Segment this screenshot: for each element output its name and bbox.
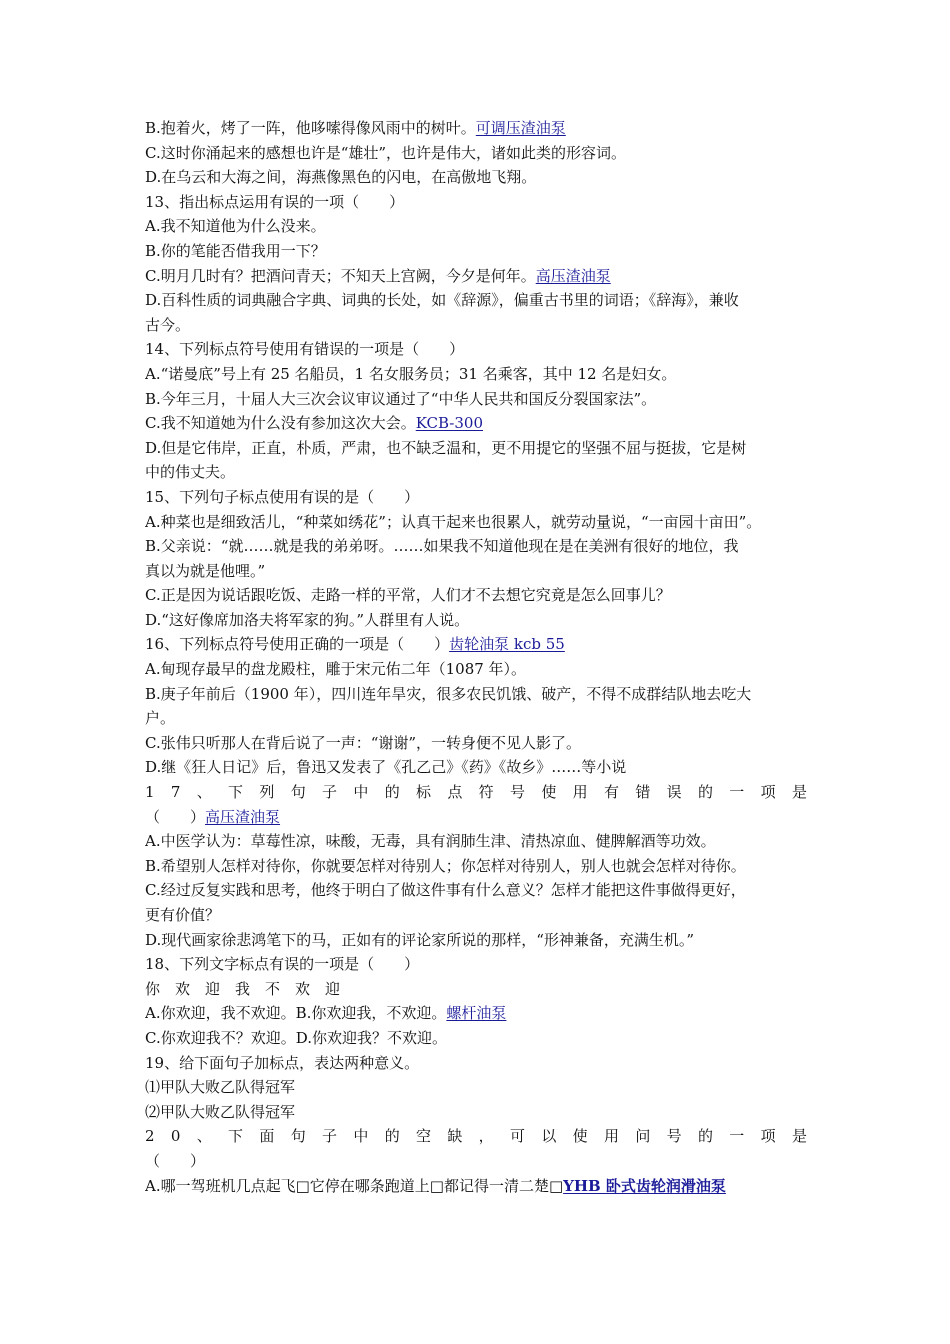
line-text: D.但是它伟岸，正直，朴质，严肃，也不缺乏温和，更不用提它的坚强不屈与挺拔，它是树	[145, 438, 747, 457]
text-line	[145, 1149, 807, 1174]
text-line	[145, 583, 807, 608]
text-line	[145, 1124, 807, 1149]
line-character: 的	[697, 1127, 713, 1146]
text-line	[145, 485, 807, 510]
ad-link[interactable]: 齿轮油泵 kcb 55	[449, 635, 565, 654]
text-line	[145, 1001, 807, 1026]
line-character: 中	[353, 783, 369, 802]
line-character: 使	[541, 783, 557, 802]
text-line	[145, 116, 807, 141]
text-line	[145, 878, 807, 903]
line-text: A.甸现存最早的盘龙殿柱，雕于宋元佑二年（1087 年）。	[145, 660, 527, 679]
line-text: 你欢迎我不欢迎	[145, 979, 356, 998]
text-line	[145, 436, 807, 461]
line-text: C.正是因为说话跟吃饭、走路一样的平常，人们才不去想它究竟是怎么回事儿？	[145, 586, 671, 605]
text-line	[145, 190, 807, 215]
text-line	[145, 165, 807, 190]
line-text: B.今年三月，十届人大三次会议审议通过了“中华人民共和国反分裂国家法”。	[145, 389, 657, 408]
text-line	[145, 362, 807, 387]
line-character: 的	[384, 783, 400, 802]
line-character: 的	[384, 1127, 400, 1146]
text-line	[145, 288, 807, 313]
text-line	[145, 337, 807, 362]
line-text: D.现代画家徐悲鸿笔下的马，正如有的评论家所说的那样，“形神兼备，充满生机。”	[145, 930, 695, 949]
line-text: C.经过反复实践和思考，他终于明白了做这件事有什么意义？怎样才能把这件事做得更好，	[145, 881, 746, 900]
line-text: 14、下列标点符号使用有错误的一项是（ ）	[145, 340, 465, 359]
text-line	[145, 854, 807, 879]
line-character: 子	[322, 783, 338, 802]
text-line	[145, 632, 807, 657]
line-text: A.哪一驾班机几点起飞□它停在哪条跑道上□都记得一清二楚□	[145, 1176, 564, 1195]
line-character: 下	[228, 1127, 244, 1146]
line-text: 真以为就是他哩。”	[145, 561, 266, 580]
text-line	[145, 411, 807, 436]
ad-link[interactable]: 螺杆油泵	[446, 1004, 507, 1023]
line-character: 一	[729, 1127, 745, 1146]
text-line	[145, 706, 807, 731]
line-text: D.继《狂人日记》后，鲁迅又发表了《孔乙己》《药》《故乡》……等小说	[145, 758, 627, 777]
text-line	[145, 141, 807, 166]
text-line	[145, 977, 807, 1002]
line-character: 标	[416, 783, 432, 802]
line-character: 可	[510, 1127, 526, 1146]
line-character: 0	[170, 1127, 181, 1146]
text-line	[145, 1026, 807, 1051]
text-line	[145, 731, 807, 756]
line-text: （ ）	[145, 1151, 206, 1170]
line-character: 以	[541, 1127, 557, 1146]
line-text: B.希望别人怎样对待你，你就要怎样对待别人；你怎样对待别人，别人也就会怎样对待你。	[145, 856, 746, 875]
text-line	[145, 534, 807, 559]
line-text: A.“诺曼底”号上有 25 名船员，1 名女服务员；31 名乘客，其中 12 名是妇女。	[145, 364, 677, 383]
line-character: 符	[478, 783, 494, 802]
line-text: ⑵甲队大败乙队得冠军	[145, 1102, 296, 1121]
text-line	[145, 1051, 807, 1076]
text-line	[145, 755, 807, 780]
text-line	[145, 805, 807, 830]
line-character: 、	[196, 1127, 212, 1146]
text-line	[145, 952, 807, 977]
text-line	[145, 313, 807, 338]
line-text: D.百科性质的词典融合字典、词典的长处，如《辞源》，偏重古书里的词语；《辞海》，兼收	[145, 291, 739, 310]
text-line	[145, 460, 807, 485]
text-line	[145, 264, 807, 289]
line-text: A.种菜也是细致活儿，“种菜如绣花”；认真干起来也很累人，就劳动量说，“一亩园十亩田”。	[145, 512, 762, 531]
line-character: 号	[666, 1127, 682, 1146]
text-line	[145, 780, 807, 805]
line-text: 更有价值？	[145, 906, 221, 924]
line-character: 号	[510, 783, 526, 802]
line-text: 16、下列标点符号使用正确的一项是（ ）	[145, 635, 450, 654]
text-line	[145, 559, 807, 584]
line-text: 户。	[145, 709, 176, 728]
ad-link[interactable]: 可调压渣油泵	[475, 119, 566, 137]
line-text: C.张伟只听那人在背后说了一声：“谢谢”，一转身便不见人影了。	[145, 733, 582, 752]
line-character: ，	[478, 1127, 494, 1146]
line-character: 面	[259, 1127, 275, 1146]
line-text: D.“这好像席加洛夫将军家的狗。”人群里有人说。	[145, 610, 470, 629]
line-text: ⑴甲队大败乙队得冠军	[145, 1078, 296, 1097]
text-line	[145, 1075, 807, 1100]
line-character: 有	[603, 783, 619, 802]
text-line	[145, 1174, 807, 1199]
line-text: 15、下列句子标点使用有误的是（ ）	[145, 487, 420, 506]
line-character: 中	[353, 1127, 369, 1146]
line-character: 的	[697, 783, 713, 802]
line-character: 用	[572, 783, 588, 802]
text-line	[145, 1100, 807, 1125]
line-character: 是	[791, 783, 807, 802]
text-line	[145, 903, 807, 928]
line-text: C.明月几时有？把酒问青天；不知天上宫阙，今夕是何年。	[145, 266, 536, 285]
line-text: 19、给下面句子加标点，表达两种意义。	[145, 1053, 420, 1072]
line-text: C.这时你涌起来的感想也许是“雄壮”，也许是伟大，诸如此类的形容词。	[145, 143, 627, 162]
ad-link[interactable]: 高压渣油泵	[535, 266, 611, 285]
text-line	[145, 928, 807, 953]
line-text: B.父亲说：“就……就是我的弟弟呀。……如果我不知道他现在是在美洲有很好的地位，我	[145, 537, 739, 556]
line-character: 项	[760, 783, 776, 802]
line-character: 7	[170, 783, 181, 802]
line-character: 用	[603, 1127, 619, 1146]
line-text: D.在乌云和大海之间，海燕像黑色的闪电，在高傲地飞翔。	[145, 168, 537, 187]
line-character: 子	[322, 1127, 338, 1146]
line-text: （ ）	[145, 807, 206, 826]
line-character: 空	[416, 1127, 432, 1146]
line-character: 2	[145, 1127, 155, 1146]
line-text: B.抱着火，烤了一阵，他哆嗦得像风雨中的树叶。	[145, 119, 476, 137]
line-character: 项	[760, 1127, 776, 1146]
line-character: 列	[259, 783, 275, 802]
text-line	[145, 682, 807, 707]
document-body	[145, 116, 807, 1198]
line-text: 古今。	[145, 315, 191, 334]
text-line	[145, 387, 807, 412]
text-line	[145, 214, 807, 239]
line-character: 句	[290, 1127, 306, 1146]
line-character: 是	[791, 1127, 807, 1146]
line-text: 18、下列文字标点有误的一项是（ ）	[145, 955, 420, 974]
line-text: B.庚子年前后（1900 年），四川连年旱灾，很多农民饥饿、破产，不得不成群结队地去吃大	[145, 684, 752, 703]
line-character: 错	[635, 783, 651, 802]
text-line	[145, 657, 807, 682]
ad-link[interactable]: 高压渣油泵	[205, 807, 281, 826]
text-line	[145, 608, 807, 633]
line-text: C.你欢迎我不？欢迎。D.你欢迎我？不欢迎。	[145, 1028, 447, 1047]
line-text: A.我不知道他为什么没来。	[145, 217, 326, 236]
ad-link[interactable]: YHB 卧式齿轮润滑油泵	[563, 1176, 726, 1195]
line-text: B.你的笔能否借我用一下？	[145, 241, 326, 260]
line-text: A.中医学认为：草莓性凉，味酸，无毒，具有润肺生津、清热凉血、健脾解酒等功效。	[145, 832, 716, 851]
line-text: 中的伟丈夫。	[145, 463, 236, 482]
line-character: 误	[666, 783, 682, 802]
line-character: 缺	[447, 1127, 463, 1146]
line-character: 、	[196, 783, 212, 802]
ad-link[interactable]: KCB-300	[415, 414, 483, 433]
line-character: 句	[290, 783, 306, 802]
line-text: 13、指出标点运用有误的一项（ ）	[145, 192, 405, 211]
line-character: 问	[635, 1127, 651, 1146]
line-character: 一	[729, 783, 745, 802]
line-character: 1	[145, 783, 155, 802]
text-line	[145, 829, 807, 854]
line-text: A.你欢迎，我不欢迎。B.你欢迎我，不欢迎。	[145, 1004, 447, 1023]
line-character: 下	[228, 783, 244, 802]
line-character: 点	[447, 783, 463, 802]
text-line	[145, 239, 807, 264]
line-text: C.我不知道她为什么没有参加这次大会。	[145, 414, 416, 433]
line-character: 使	[572, 1127, 588, 1146]
text-line	[145, 510, 807, 535]
